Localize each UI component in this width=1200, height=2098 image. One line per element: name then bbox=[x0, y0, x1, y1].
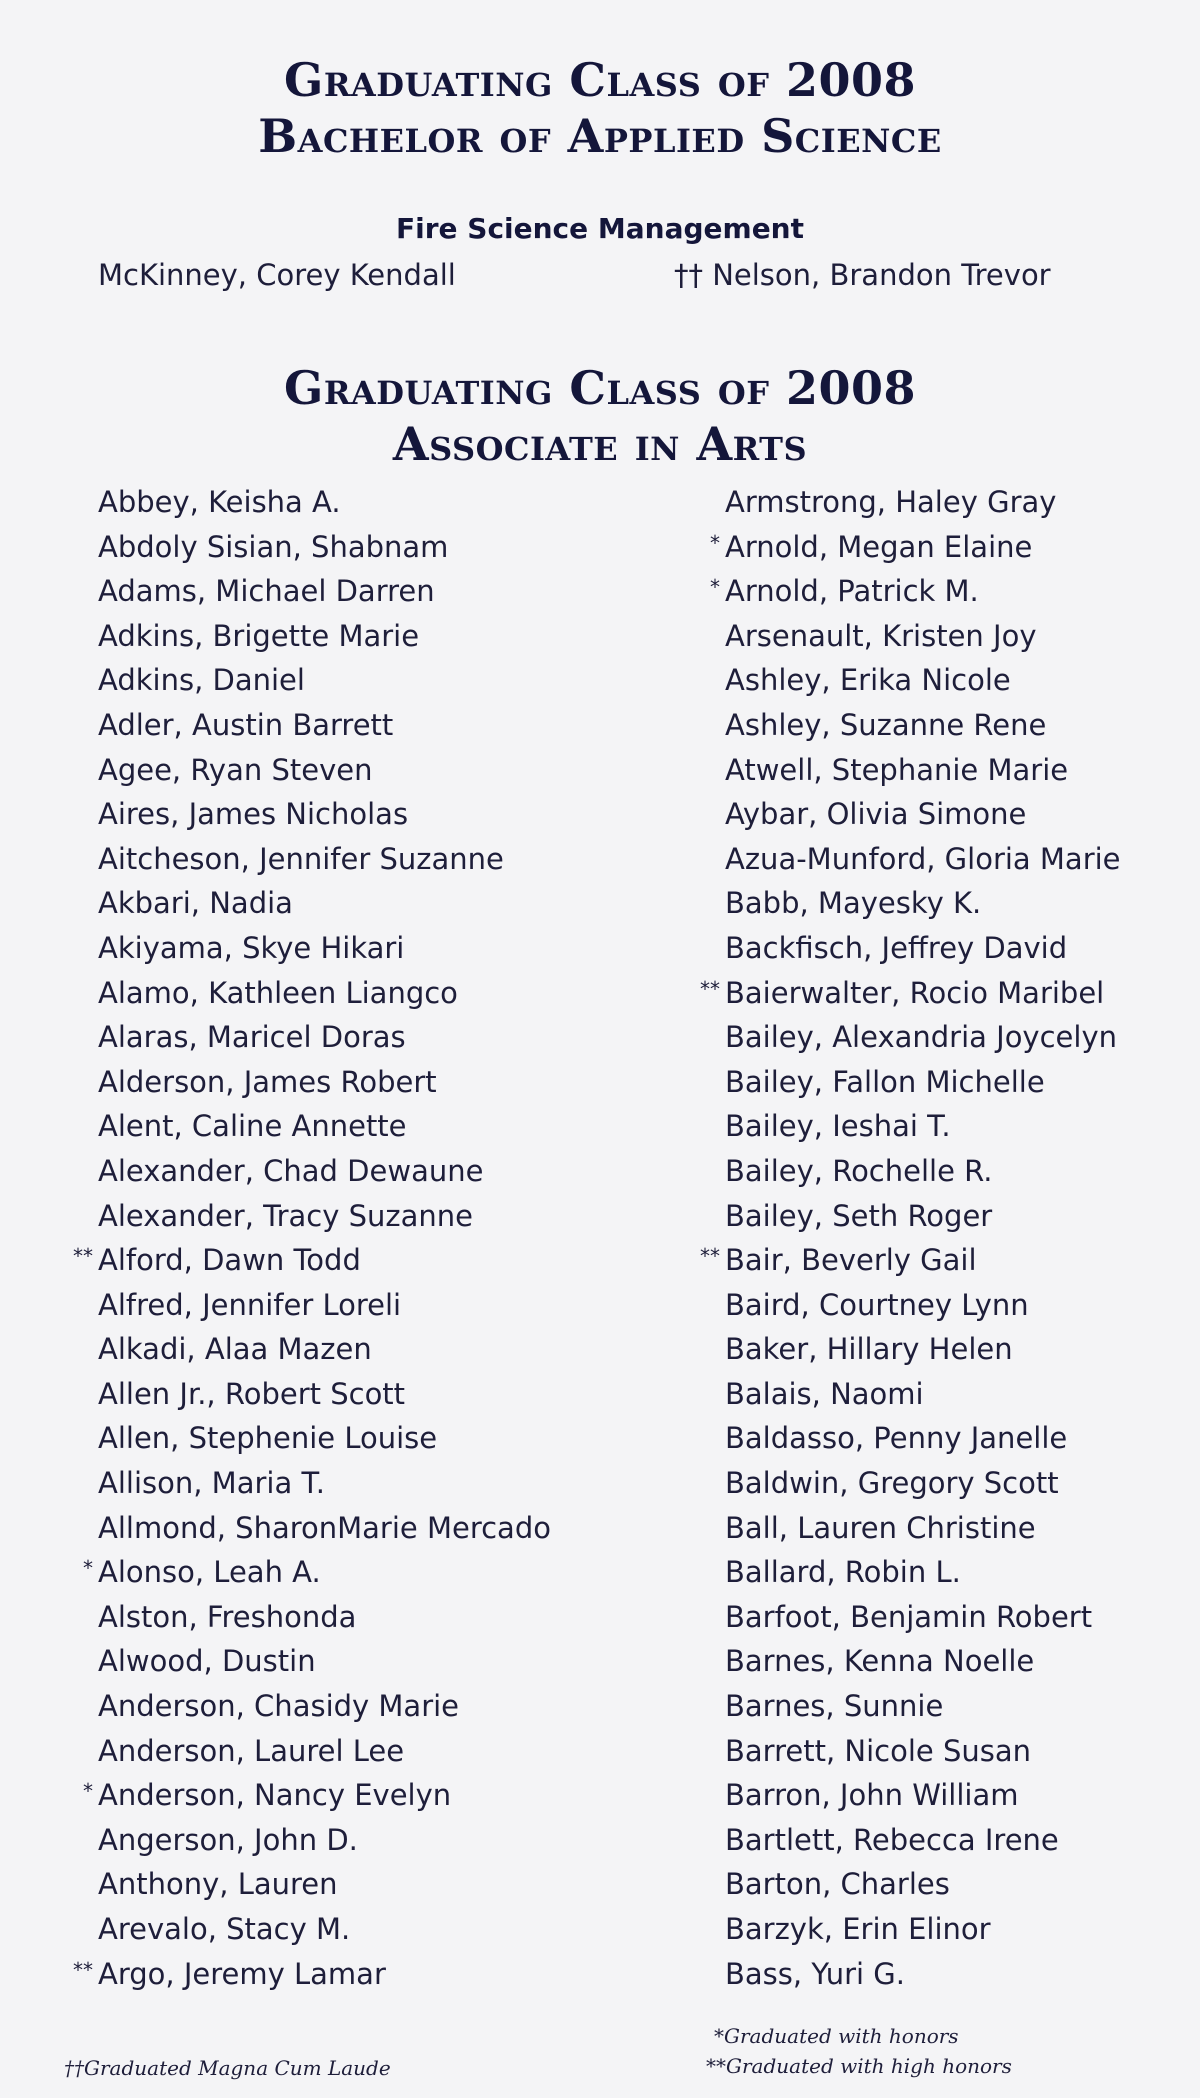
graduate-name bbox=[98, 1729, 618, 1774]
graduate-name bbox=[73, 1238, 618, 1283]
graduate-name bbox=[725, 1684, 1185, 1729]
graduate-name-text: Alexander, Tracy Suzanne bbox=[98, 1198, 474, 1233]
graduate-name-text: Barzyk, Erin Elinor bbox=[725, 1912, 991, 1946]
graduate-name-text: Alexander, Chad Dewaune bbox=[98, 1153, 484, 1188]
graduate-name-text: Alent, Caline Annette bbox=[98, 1109, 407, 1144]
graduate-name-text: Anderson, Nancy Evelyn bbox=[98, 1778, 452, 1813]
graduate-name-text: Akbari, Nadia bbox=[98, 886, 293, 921]
graduate-name-text: Arnold, Megan Elaine bbox=[725, 529, 1033, 564]
graduate-name bbox=[725, 1060, 1185, 1105]
graduate-name-text: Ballard, Robin L. bbox=[725, 1555, 961, 1590]
graduate-name-text: Allmond, SharonMarie Mercado bbox=[98, 1510, 551, 1545]
graduate-name bbox=[98, 926, 618, 971]
graduate-name-text: Arevalo, Stacy M. bbox=[98, 1912, 351, 1946]
graduate-name-text: Alford, Dawn Todd bbox=[98, 1243, 361, 1278]
graduate-name bbox=[725, 1595, 1185, 1640]
graduate-name-text: Bass, Yuri G. bbox=[725, 1956, 905, 1991]
graduate-name bbox=[725, 1862, 1185, 1907]
graduate-name bbox=[98, 658, 618, 703]
graduate-name bbox=[725, 1015, 1185, 1060]
graduate-name bbox=[725, 1773, 1185, 1818]
aa-heading-line1: Graduating Class of 2008 bbox=[284, 361, 916, 415]
graduate-name bbox=[98, 1907, 618, 1952]
graduate-list-left bbox=[73, 480, 618, 1996]
graduate-name-text: Ball, Lauren Christine bbox=[725, 1510, 1036, 1545]
honors-mark: ** bbox=[73, 1244, 93, 1269]
graduate-name-text: Allen, Stephenie Louise bbox=[98, 1421, 438, 1456]
graduate-name-text: Barrett, Nicole Susan bbox=[725, 1733, 1031, 1768]
graduate-name bbox=[98, 1595, 618, 1640]
graduate-name bbox=[725, 614, 1185, 659]
graduate-name bbox=[98, 1818, 618, 1863]
graduate-name bbox=[98, 703, 618, 748]
graduate-name bbox=[98, 971, 618, 1016]
graduate-name-text: Adams, Michael Darren bbox=[98, 574, 435, 609]
graduate-name bbox=[710, 525, 1185, 570]
graduate-name bbox=[725, 792, 1185, 837]
graduate-name bbox=[725, 1149, 1185, 1194]
graduate-name-text: Bailey, Seth Roger bbox=[725, 1198, 993, 1233]
graduate-name bbox=[98, 1372, 618, 1417]
graduate-name bbox=[98, 1015, 618, 1060]
graduate-name bbox=[98, 837, 618, 882]
graduate-name bbox=[725, 1327, 1185, 1372]
graduate-name-text: Alderson, James Robert bbox=[98, 1064, 437, 1099]
graduate-name bbox=[98, 480, 618, 525]
graduate-name-text: Angerson, John D. bbox=[98, 1822, 358, 1857]
graduate-name-text: Abbey, Keisha A. bbox=[98, 485, 341, 519]
graduate-name-text: Ashley, Suzanne Rene bbox=[725, 707, 1047, 742]
graduate-name-text: Argo, Jeremy Lamar bbox=[98, 1956, 386, 1991]
graduate-name-text: Aires, James Nicholas bbox=[98, 797, 409, 832]
graduate-name bbox=[98, 1639, 618, 1684]
graduate-name-text: Azua-Munford, Gloria Marie bbox=[725, 841, 1121, 876]
graduate-name-text: Alaras, Maricel Doras bbox=[98, 1020, 406, 1055]
graduate-name bbox=[725, 1372, 1185, 1417]
graduate-name-text: Barron, John William bbox=[725, 1778, 1019, 1813]
graduate-name-text: Abdoly Sisian, Shabnam bbox=[98, 529, 449, 564]
graduate-name bbox=[725, 1461, 1185, 1506]
bas-heading-line2: Bachelor of Applied Science bbox=[258, 109, 942, 163]
graduate-name bbox=[98, 1194, 618, 1239]
graduate-name bbox=[710, 569, 1185, 614]
graduate-name bbox=[725, 926, 1185, 971]
honors-mark: ** bbox=[700, 976, 720, 1001]
graduate-name bbox=[98, 1104, 618, 1149]
graduate-name bbox=[98, 614, 618, 659]
graduate-name bbox=[725, 1550, 1185, 1595]
honors-mark: * bbox=[83, 1556, 93, 1581]
footnote-magna: ††Graduated Magna Cum Laude bbox=[64, 2056, 391, 2080]
graduate-name bbox=[725, 881, 1185, 926]
graduate-name-text: Bartlett, Rebecca Irene bbox=[725, 1822, 1059, 1857]
footnote-honors: *Graduated with honors bbox=[714, 2024, 959, 2048]
graduate-name bbox=[98, 1461, 618, 1506]
graduate-name bbox=[98, 1684, 618, 1729]
graduate-name-text: Anderson, Chasidy Marie bbox=[98, 1689, 460, 1724]
aa-heading-line2: Associate in Arts bbox=[392, 417, 808, 471]
bas-heading-line1: Graduating Class of 2008 bbox=[284, 53, 916, 107]
graduate-name-text: Allison, Maria T. bbox=[98, 1466, 325, 1501]
honors-mark: * bbox=[710, 530, 720, 555]
graduate-name bbox=[725, 658, 1185, 703]
graduate-name-text: Adkins, Daniel bbox=[98, 663, 305, 698]
graduate-name-text: Agee, Ryan Steven bbox=[98, 752, 373, 787]
graduate-name-text: Barfoot, Benjamin Robert bbox=[725, 1599, 1093, 1634]
graduate-name bbox=[725, 703, 1185, 748]
graduate-name bbox=[725, 480, 1185, 525]
graduate-name-text: Baird, Courtney Lynn bbox=[725, 1287, 1029, 1322]
graduate-name bbox=[725, 1639, 1185, 1684]
graduate-name: †† Nelson, Brandon Trevor bbox=[674, 258, 1051, 292]
honors-mark: ** bbox=[73, 1957, 93, 1982]
honors-mark: * bbox=[710, 575, 720, 600]
graduate-name-text: Alkadi, Alaa Mazen bbox=[98, 1332, 372, 1367]
graduate-name bbox=[98, 1327, 618, 1372]
graduate-name bbox=[725, 1818, 1185, 1863]
graduate-name-text: Barnes, Kenna Noelle bbox=[725, 1644, 1035, 1679]
graduate-name bbox=[725, 837, 1185, 882]
graduate-name-text: Alonso, Leah A. bbox=[98, 1555, 321, 1590]
graduate-name-text: Anderson, Laurel Lee bbox=[98, 1733, 405, 1768]
graduate-name-text: Ashley, Erika Nicole bbox=[725, 663, 1011, 698]
graduate-name-text: Alamo, Kathleen Liangco bbox=[98, 975, 458, 1010]
graduate-name bbox=[98, 881, 618, 926]
graduate-name-text: Bailey, Rochelle R. bbox=[725, 1153, 993, 1188]
graduate-name bbox=[98, 1416, 618, 1461]
graduate-name bbox=[98, 1149, 618, 1194]
graduate-name-text: Armstrong, Haley Gray bbox=[725, 485, 1057, 519]
graduate-name-text: Bailey, Ieshai T. bbox=[725, 1109, 951, 1144]
graduate-name-text: Arsenault, Kristen Joy bbox=[725, 618, 1037, 653]
graduate-name-text: Barnes, Sunnie bbox=[725, 1689, 944, 1724]
graduate-name bbox=[725, 1283, 1185, 1328]
graduate-name-text: Bair, Beverly Gail bbox=[725, 1243, 977, 1278]
graduate-name-text: Aitcheson, Jennifer Suzanne bbox=[98, 841, 504, 876]
graduate-name-text: Alston, Freshonda bbox=[98, 1599, 357, 1634]
graduate-name bbox=[98, 1283, 618, 1328]
graduate-name-text: Balais, Naomi bbox=[725, 1376, 924, 1411]
graduate-name-text: Bailey, Fallon Michelle bbox=[725, 1064, 1045, 1099]
honors-mark: * bbox=[83, 1779, 93, 1804]
graduate-name-text: Bailey, Alexandria Joycelyn bbox=[725, 1020, 1117, 1055]
bas-heading bbox=[0, 52, 1200, 164]
footnote-high-honors: **Graduated with high honors bbox=[706, 2054, 1012, 2078]
graduate-name-text: Aybar, Olivia Simone bbox=[725, 797, 1027, 832]
graduate-name-text: Arnold, Patrick M. bbox=[725, 574, 979, 609]
graduate-name-text: Alwood, Dustin bbox=[98, 1644, 316, 1679]
graduate-name-text: Baldasso, Penny Janelle bbox=[725, 1421, 1068, 1456]
graduate-name bbox=[83, 1550, 618, 1595]
graduate-name bbox=[725, 1729, 1185, 1774]
graduate-name-text: Alfred, Jennifer Loreli bbox=[98, 1287, 402, 1322]
graduate-name bbox=[700, 1238, 1185, 1283]
graduate-name-text: Baierwalter, Rocio Maribel bbox=[725, 975, 1105, 1010]
graduate-name-text: Baldwin, Gregory Scott bbox=[725, 1466, 1059, 1501]
graduate-name-text: Atwell, Stephanie Marie bbox=[725, 752, 1069, 787]
graduate-name: McKinney, Corey Kendall bbox=[98, 258, 456, 292]
graduate-name bbox=[98, 1862, 618, 1907]
graduate-name bbox=[83, 1773, 618, 1818]
graduate-name bbox=[700, 971, 1185, 1016]
graduate-name bbox=[725, 1952, 1185, 1997]
graduate-name bbox=[73, 1952, 618, 1997]
graduate-name-text: Babb, Mayesky K. bbox=[725, 886, 982, 921]
graduate-name-text: Baker, Hillary Helen bbox=[725, 1332, 1013, 1367]
graduate-name-text: Adkins, Brigette Marie bbox=[98, 618, 420, 653]
graduate-name bbox=[725, 1907, 1185, 1952]
graduate-name bbox=[98, 1506, 618, 1551]
graduate-name-text: Adler, Austin Barrett bbox=[98, 707, 394, 742]
graduate-name bbox=[725, 748, 1185, 793]
graduate-name bbox=[98, 1060, 618, 1105]
graduate-name bbox=[725, 1104, 1185, 1149]
graduate-name bbox=[98, 569, 618, 614]
graduate-name bbox=[725, 1506, 1185, 1551]
aa-heading bbox=[0, 360, 1200, 472]
program-title: Fire Science Management bbox=[396, 212, 804, 245]
graduate-name bbox=[725, 1416, 1185, 1461]
graduate-name-text: Allen Jr., Robert Scott bbox=[98, 1376, 406, 1411]
graduate-name-text: Backfisch, Jeffrey David bbox=[725, 930, 1068, 965]
graduate-name-text: Akiyama, Skye Hikari bbox=[98, 930, 405, 965]
graduate-name bbox=[725, 1194, 1185, 1239]
graduate-name bbox=[98, 525, 618, 570]
graduate-name bbox=[98, 792, 618, 837]
graduate-name-text: Anthony, Lauren bbox=[98, 1867, 338, 1902]
graduate-name-text: Barton, Charles bbox=[725, 1867, 950, 1902]
graduate-list-right bbox=[700, 480, 1185, 1996]
graduate-name bbox=[98, 748, 618, 793]
honors-mark: ** bbox=[700, 1244, 720, 1269]
